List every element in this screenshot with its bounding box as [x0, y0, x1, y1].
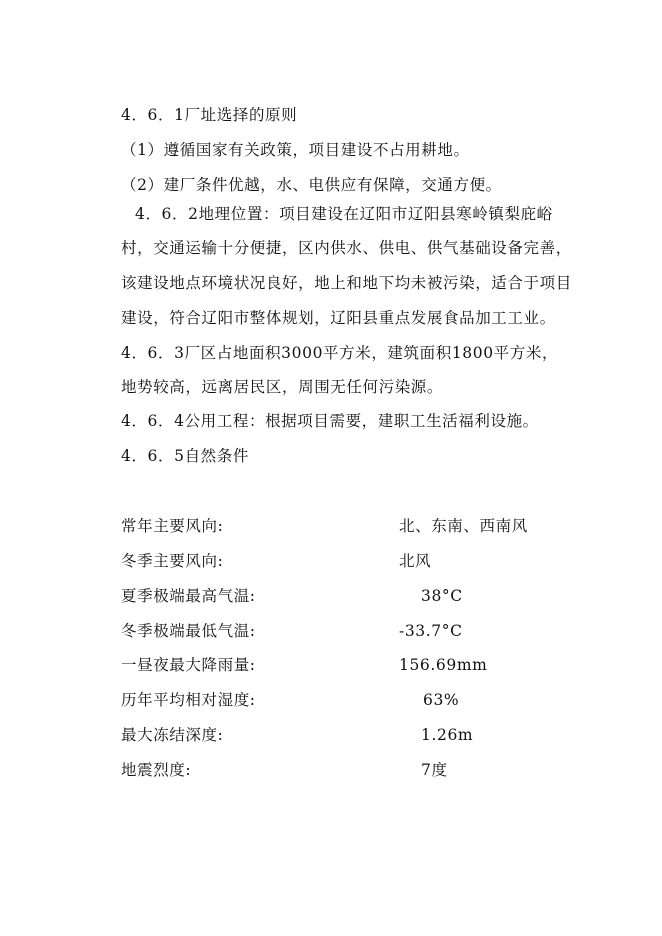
condition-value: 38°C [421, 587, 463, 605]
condition-value: 1.26m [421, 726, 474, 744]
condition-value: 北、东南、西南风 [399, 517, 528, 535]
condition-value: 63% [423, 691, 460, 709]
section-4-6-3-line-1: 4．6．3厂区占地面积3000平方米，建筑面积1800平方米， [121, 344, 559, 362]
condition-label: 冬季极端最低气温: [121, 622, 256, 640]
section-4-6-2-line-4: 建设，符合辽阳市整体规划，辽阳县重点发展食品加工工业。 [121, 309, 556, 327]
condition-label: 最大冻结深度: [121, 726, 224, 744]
condition-value: -33.7°C [399, 622, 463, 640]
condition-label: 地震烈度: [121, 761, 192, 779]
condition-label: 夏季极端最高气温: [121, 587, 256, 605]
section-4-6-3-line-2: 地势较高，远离居民区，周围无任何污染源。 [121, 378, 444, 396]
section-4-6-1-item-2: （2）建厂条件优越，水、电供应有保障，交通方便。 [121, 176, 502, 194]
section-4-6-1-item-1: （1）遵循国家有关政策，项目建设不占用耕地。 [121, 141, 470, 159]
section-4-6-2-line-1: 4．6．2地理位置：项目建设在辽阳市辽阳县寒岭镇梨庇峪 [135, 205, 553, 223]
condition-label: 历年平均相对湿度: [121, 691, 256, 709]
section-4-6-5-title: 4．6．5自然条件 [121, 447, 249, 465]
condition-label: 一昼夜最大降雨量: [121, 656, 256, 674]
condition-label: 常年主要风向: [121, 517, 224, 535]
section-4-6-4: 4．6．4公用工程：根据项目需要，建职工生活福利设施。 [121, 412, 539, 430]
section-4-6-2-line-2: 村，交通运输十分便捷，区内供水、供电、供气基础设备完善， [121, 239, 572, 257]
condition-label: 冬季主要风向: [121, 552, 224, 570]
condition-value: 7度 [421, 761, 448, 779]
condition-value: 156.69mm [399, 656, 488, 674]
section-4-6-2-line-3: 该建设地点环境状况良好，地上和地下均未被污染，适合于项目 [121, 274, 572, 292]
condition-value: 北风 [399, 552, 432, 570]
section-4-6-1-title: 4．6．1厂址选择的原则 [121, 106, 298, 124]
